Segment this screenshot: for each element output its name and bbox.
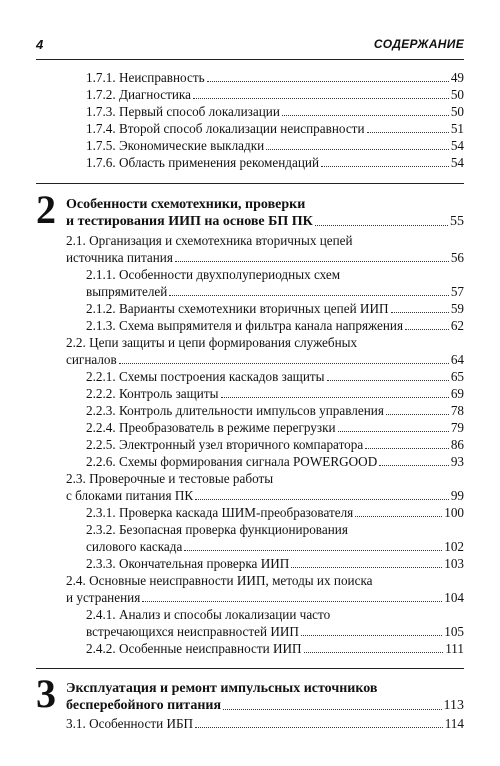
toc-entry[interactable]: [86, 385, 464, 402]
chapter-title-line[interactable]: Особенности схемотехники, проверки: [66, 197, 306, 212]
toc-entry[interactable]: [86, 640, 464, 657]
toc-entry-title[interactable]: 2.3. Проверочные и тестовые работы: [66, 471, 274, 486]
leader-dots: [193, 98, 449, 99]
toc-entry[interactable]: [66, 487, 464, 504]
toc-entry-title: 2.2.4. Преобразователь в режиме перегрузки: [86, 420, 336, 435]
toc-page-number: 69: [450, 386, 464, 401]
toc-entry[interactable]: [86, 419, 464, 436]
toc-entry-title[interactable]: 2.4.1. Анализ и способы локализации часто: [86, 607, 331, 622]
toc-entry[interactable]: [66, 715, 464, 732]
toc-page-number: 59: [450, 301, 464, 316]
toc-page-number: 79: [450, 420, 464, 435]
leader-dots: [365, 448, 449, 449]
chapter-number: 2: [36, 187, 56, 232]
toc-page-number: 65: [450, 369, 464, 384]
leader-dots: [386, 414, 449, 415]
toc-page-number: 104: [444, 590, 464, 605]
leader-dots: [223, 709, 441, 710]
leader-dots: [405, 329, 449, 330]
toc-entry-title: 1.7.5. Экономические выкладки: [86, 138, 265, 153]
toc-page-number: 51: [450, 121, 464, 136]
toc-entry[interactable]: [86, 453, 464, 470]
leader-dots: [367, 132, 449, 133]
chapter-toc-entry[interactable]: [66, 697, 464, 714]
leader-dots: [391, 312, 449, 313]
page-header: [36, 37, 464, 60]
toc-entry-title: 2.3.1. Проверка каскада ШИМ-преобразователя: [86, 505, 354, 520]
toc-entry[interactable]: [86, 623, 464, 640]
toc-entry[interactable]: [86, 436, 464, 453]
toc-entry-title: с блоками питания ПК: [66, 488, 194, 503]
toc-page-number: 102: [444, 539, 464, 554]
leader-dots: [142, 601, 442, 602]
toc-page-number: 114: [444, 716, 464, 731]
chapter-divider: [36, 183, 464, 184]
toc-entry[interactable]: [66, 351, 464, 368]
toc-entry-title: 2.2.3. Контроль длительности импульсов управления: [86, 403, 384, 418]
toc-entry[interactable]: [86, 69, 464, 86]
toc-page-number: 100: [444, 505, 464, 520]
toc-page-number: 54: [450, 138, 464, 153]
chapter-toc-entry[interactable]: [66, 213, 464, 230]
toc-entry-title: 1.7.1. Неисправность: [86, 70, 205, 85]
leader-dots: [169, 295, 448, 296]
toc-entry[interactable]: [86, 103, 464, 120]
toc-entry-title[interactable]: 2.1.1. Особенности двухполупериодных схем: [86, 267, 341, 282]
toc-entry[interactable]: [86, 137, 464, 154]
toc-entry-title: 3.1. Особенности ИБП: [66, 716, 194, 731]
toc-page-number: 50: [450, 104, 464, 119]
toc-page-number: 62: [450, 318, 464, 333]
chapter-divider: [36, 668, 464, 669]
leader-dots: [184, 550, 442, 551]
toc-entry-title: встречающихся неисправностей ИИП: [86, 624, 299, 639]
toc-page-number: 111: [445, 641, 464, 656]
toc-page-number: 64: [450, 352, 464, 367]
toc-entry-title: 2.1.2. Варианты схемотехники вторичных цепей ИИП: [86, 301, 389, 316]
leader-dots: [321, 166, 449, 167]
toc-entry-title: и устранения: [66, 590, 141, 605]
leader-dots: [119, 363, 449, 364]
leader-dots: [338, 431, 449, 432]
toc-entry-title: 1.7.4. Второй способ локализации неисправности: [86, 121, 365, 136]
toc-page-number: 57: [450, 284, 464, 299]
leader-dots: [315, 225, 448, 226]
toc-page-number: 113: [443, 698, 464, 713]
leader-dots: [327, 380, 449, 381]
toc-entry-title: 2.2.2. Контроль защиты: [86, 386, 219, 401]
toc-entry-title: 2.2.5. Электронный узел вторичного компаратора: [86, 437, 364, 452]
toc-entry-title: силового каскада: [86, 539, 183, 554]
toc-page-number: 56: [450, 250, 464, 265]
toc-page-number: 78: [450, 403, 464, 418]
leader-dots: [355, 516, 442, 517]
toc-entry[interactable]: [86, 317, 464, 334]
toc-entry-title: 2.3.3. Окончательная проверка ИИП: [86, 556, 290, 571]
toc-entry-title: выпрямителей: [86, 284, 168, 299]
toc-entry-title: 2.4.2. Особенные неисправности ИИП: [86, 641, 302, 656]
toc-entry[interactable]: [86, 402, 464, 419]
toc-entry[interactable]: [86, 368, 464, 385]
toc-entry-title: 2.2.6. Схемы формирования сигнала POWERGOOD: [86, 454, 378, 469]
toc-entry-title: 2.1.3. Схема выпрямителя и фильтра канала напряжения: [86, 318, 404, 333]
toc-entry[interactable]: [86, 120, 464, 137]
toc-entry-title: сигналов: [66, 352, 117, 367]
toc-entry-title: 1.7.3. Первый способ локализации: [86, 104, 280, 119]
leader-dots: [175, 261, 449, 262]
toc-page-number: 99: [450, 488, 464, 503]
leader-dots: [266, 149, 449, 150]
chapter-title-line: бесперебойного питания: [66, 698, 222, 713]
toc-entry[interactable]: [86, 86, 464, 103]
toc-entry[interactable]: [86, 300, 464, 317]
toc-page-number: 50: [450, 87, 464, 102]
chapter-number: 3: [36, 671, 56, 716]
toc-entry[interactable]: [66, 589, 464, 606]
toc-entry[interactable]: [86, 504, 464, 521]
toc-page-number: 105: [444, 624, 464, 639]
toc-entry[interactable]: [86, 555, 464, 572]
toc-entry[interactable]: [66, 249, 464, 266]
leader-dots: [282, 115, 449, 116]
leader-dots: [379, 465, 449, 466]
toc-entry-title[interactable]: 2.4. Основные неисправности ИИП, методы их поиска: [66, 573, 373, 588]
toc-entry-title: источника питания: [66, 250, 173, 265]
toc-page-number: 49: [450, 70, 464, 85]
leader-dots: [221, 397, 449, 398]
page-number: 4: [36, 37, 44, 52]
toc-entry-title[interactable]: 2.1. Организация и схемотехника вторичных цепей: [66, 233, 353, 248]
toc-entry[interactable]: [86, 154, 464, 171]
toc-page-number: 55: [450, 214, 464, 229]
leader-dots: [291, 567, 442, 568]
toc-entry[interactable]: [86, 283, 464, 300]
toc-entry-title[interactable]: 2.3.2. Безопасная проверка функционирования: [86, 522, 348, 537]
leader-dots: [195, 499, 449, 500]
leader-dots: [195, 727, 443, 728]
toc-entry-title[interactable]: 2.2. Цепи защиты и цепи формирования служебных: [66, 335, 358, 350]
leader-dots: [304, 652, 444, 653]
running-head: СОДЕРЖАНИЕ: [373, 37, 464, 51]
chapter-title-line: и тестирования ИИП на основе БП ПК: [66, 214, 313, 229]
chapter-title-line[interactable]: Эксплуатация и ремонт импульсных источников: [66, 681, 378, 696]
toc-page-number: 86: [450, 437, 464, 452]
toc-entry[interactable]: [86, 538, 464, 555]
toc-page-number: 103: [444, 556, 464, 571]
toc-entry-title: 2.2.1. Схемы построения каскадов защиты: [86, 369, 325, 384]
toc-entry-title: 1.7.2. Диагностика: [86, 87, 191, 102]
leader-dots: [301, 635, 442, 636]
leader-dots: [207, 81, 449, 82]
toc-entry-title: 1.7.6. Область применения рекомендаций: [86, 155, 320, 170]
toc-page-number: 54: [450, 155, 464, 170]
toc-page-number: 93: [450, 454, 464, 469]
